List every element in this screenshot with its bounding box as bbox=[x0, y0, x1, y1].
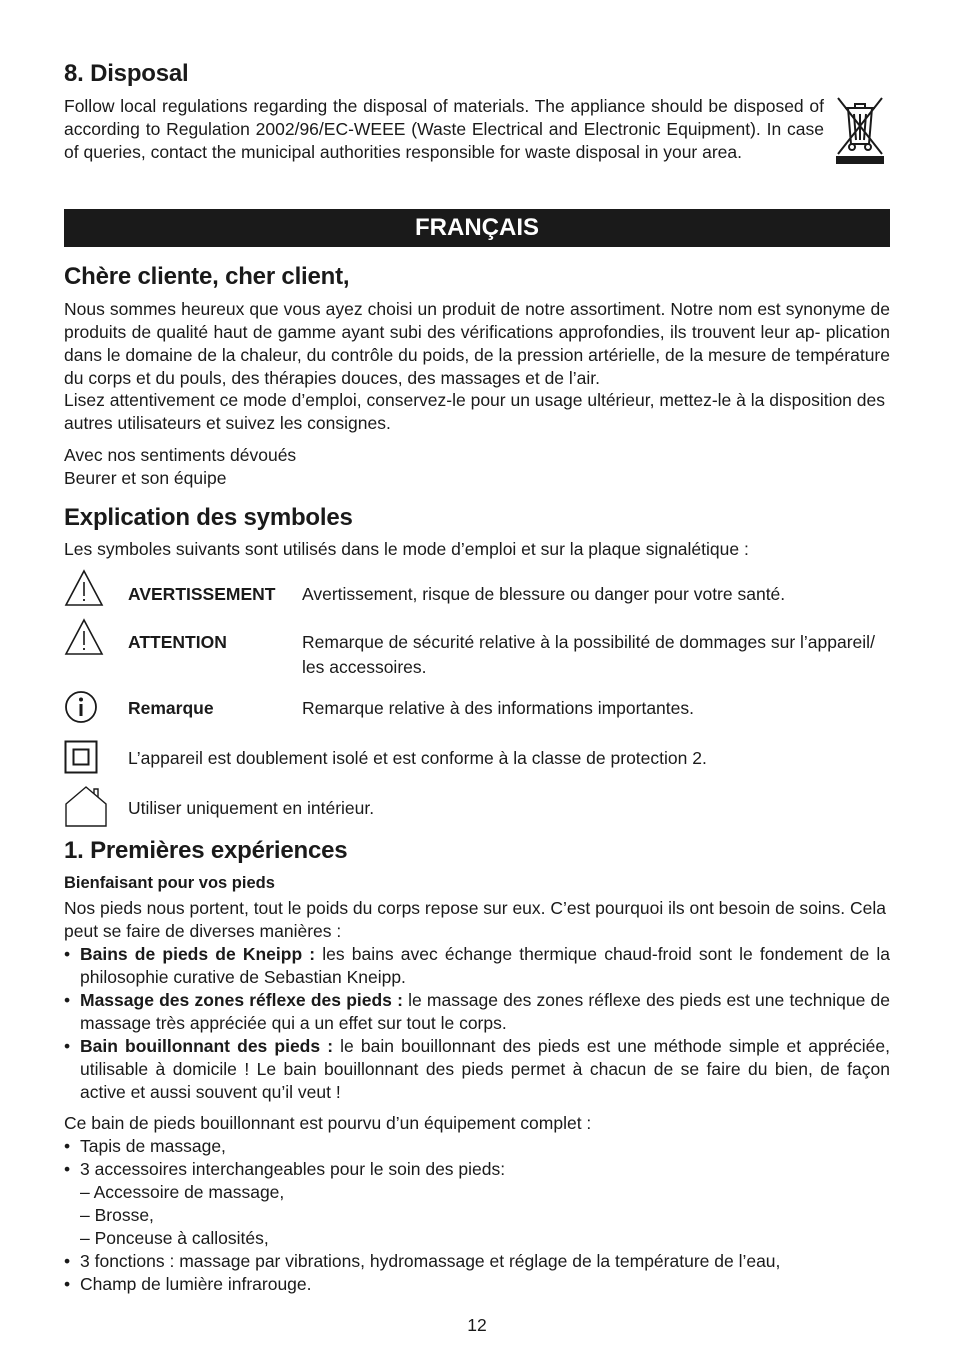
bullet-text: le bain bouillonnant des pieds est une méthode simple et appréciée, utilisable à domicile ! Le bain bouillonnant des pieds permet à chacun de se faire du bien, de façon active et aussi souvent qu’il veut ! bbox=[80, 1036, 890, 1102]
first-subheading: Bienfaisant pour vos pieds bbox=[64, 874, 275, 892]
signature-line-2: Beurer et son équipe bbox=[64, 468, 227, 488]
symbol-term-caution: ATTENTION bbox=[128, 632, 227, 652]
symbol-term-note: Remarque bbox=[128, 698, 214, 718]
equipment-accessories: 3 accessoires interchangeables pour le soin des pieds: bbox=[80, 1159, 506, 1179]
list-item: – Ponceuse à callosités, bbox=[80, 1228, 269, 1248]
signature-line-1: Avec nos sentiments dévoués bbox=[64, 445, 297, 465]
bullet-bold: Bain bouillonnant des pieds : bbox=[80, 1036, 334, 1056]
info-icon bbox=[64, 690, 98, 724]
symbol-desc-indoor: Utiliser uniquement en intérieur. bbox=[128, 798, 375, 818]
accessory-sublist bbox=[64, 1181, 284, 1250]
list-item: – Brosse, bbox=[80, 1205, 154, 1225]
first-intro: Nos pieds nous portent, tout le poids du corps repose sur eux. C’est pourquoi ils ont besoin de soins. Cela peut se faire de diverses manières : bbox=[64, 898, 887, 941]
warning-triangle-icon bbox=[64, 617, 104, 657]
double-insulation-icon bbox=[64, 740, 98, 774]
list-item bbox=[64, 1035, 890, 1104]
bullet-bold: Bains de pieds de Kneipp : bbox=[80, 944, 316, 964]
page-number: 12 bbox=[467, 1315, 487, 1335]
symbols-intro: Les symboles suivants sont utilisés dans le mode d’emploi et sur la plaque signalétique : bbox=[64, 539, 749, 559]
list-item bbox=[64, 943, 890, 989]
equipment-list-continued bbox=[64, 1250, 890, 1296]
first-section-heading: 1. Premières expériences bbox=[64, 837, 348, 864]
bullet-bold: Massage des zones réflexe des pieds : bbox=[80, 990, 403, 1010]
disposal-text: Follow local regulations regarding the disposal of materials. The appliance should be disposed of according to Regulation 2002/96/EC-WEEE (Waste Electrical and Electronic Equipment). In case of queries, contact the municipal authorities responsible for waste disposal in your area. bbox=[64, 96, 824, 162]
crossed-out-bin-icon bbox=[834, 94, 886, 166]
equipment-intro: Ce bain de pieds bouillonnant est pourvu d’un équipement complet : bbox=[64, 1113, 592, 1133]
bullet-text: les bains avec échange thermique chaud-froid sont le fondement de la philosophie curative de Sebastian Kneipp. bbox=[80, 944, 890, 987]
benefits-list bbox=[64, 943, 890, 1104]
symbol-desc-warning: Avertissement, risque de blessure ou danger pour votre santé. bbox=[302, 584, 786, 604]
symbol-term-warning: AVERTISSEMENT bbox=[128, 584, 276, 604]
greeting-paragraph-1: Nous sommes heureux que vous ayez choisi un produit de notre assortiment. Notre nom est synonyme de produits de qualité haut de gamme ayant subi des vérifications approfondies, ils trouvent leur ap- plication dans le domaine de la chaleur, du contrôle du poids, de la pression artérielle, de la mesure de température du corps et du pouls, des thérapies douces, des massages et de l’air. bbox=[64, 299, 890, 388]
symbol-desc-double-insulation: L’appareil est doublement isolé et est conforme à la classe de protection 2. bbox=[128, 748, 707, 768]
disposal-heading: 8. Disposal bbox=[64, 60, 189, 87]
indoor-house-icon bbox=[64, 784, 108, 828]
symbol-desc-note: Remarque relative à des informations importantes. bbox=[302, 698, 694, 718]
list-item bbox=[64, 1158, 890, 1181]
list-item bbox=[64, 989, 890, 1035]
symbols-heading: Explication des symboles bbox=[64, 504, 353, 531]
language-bar: FRANÇAIS bbox=[64, 209, 890, 247]
greeting-paragraph-2: Lisez attentivement ce mode d’emploi, conservez-le pour un usage ultérieur, mettez-le à la disposition des autres utilisateurs et suivez les consignes. bbox=[64, 390, 885, 433]
list-item: • 3 fonctions : massage par vibrations, hydromassage et réglage de la température de l’eau, bbox=[64, 1250, 890, 1273]
warning-triangle-icon bbox=[64, 568, 104, 608]
symbol-desc-caution: Remarque de sécurité relative à la possibilité de dommages sur l’appareil/ les accessoires. bbox=[302, 632, 875, 677]
list-item: • Tapis de massage, bbox=[64, 1135, 890, 1158]
list-item: • Champ de lumière infrarouge. bbox=[64, 1273, 890, 1296]
bullet-text: le massage des zones réflexe des pieds est une technique de massage très appréciée qui a un effet sur tout le corps. bbox=[80, 990, 890, 1033]
equipment-list bbox=[64, 1135, 890, 1181]
greeting-heading: Chère cliente, cher client, bbox=[64, 263, 350, 290]
list-item: – Accessoire de massage, bbox=[80, 1182, 285, 1202]
